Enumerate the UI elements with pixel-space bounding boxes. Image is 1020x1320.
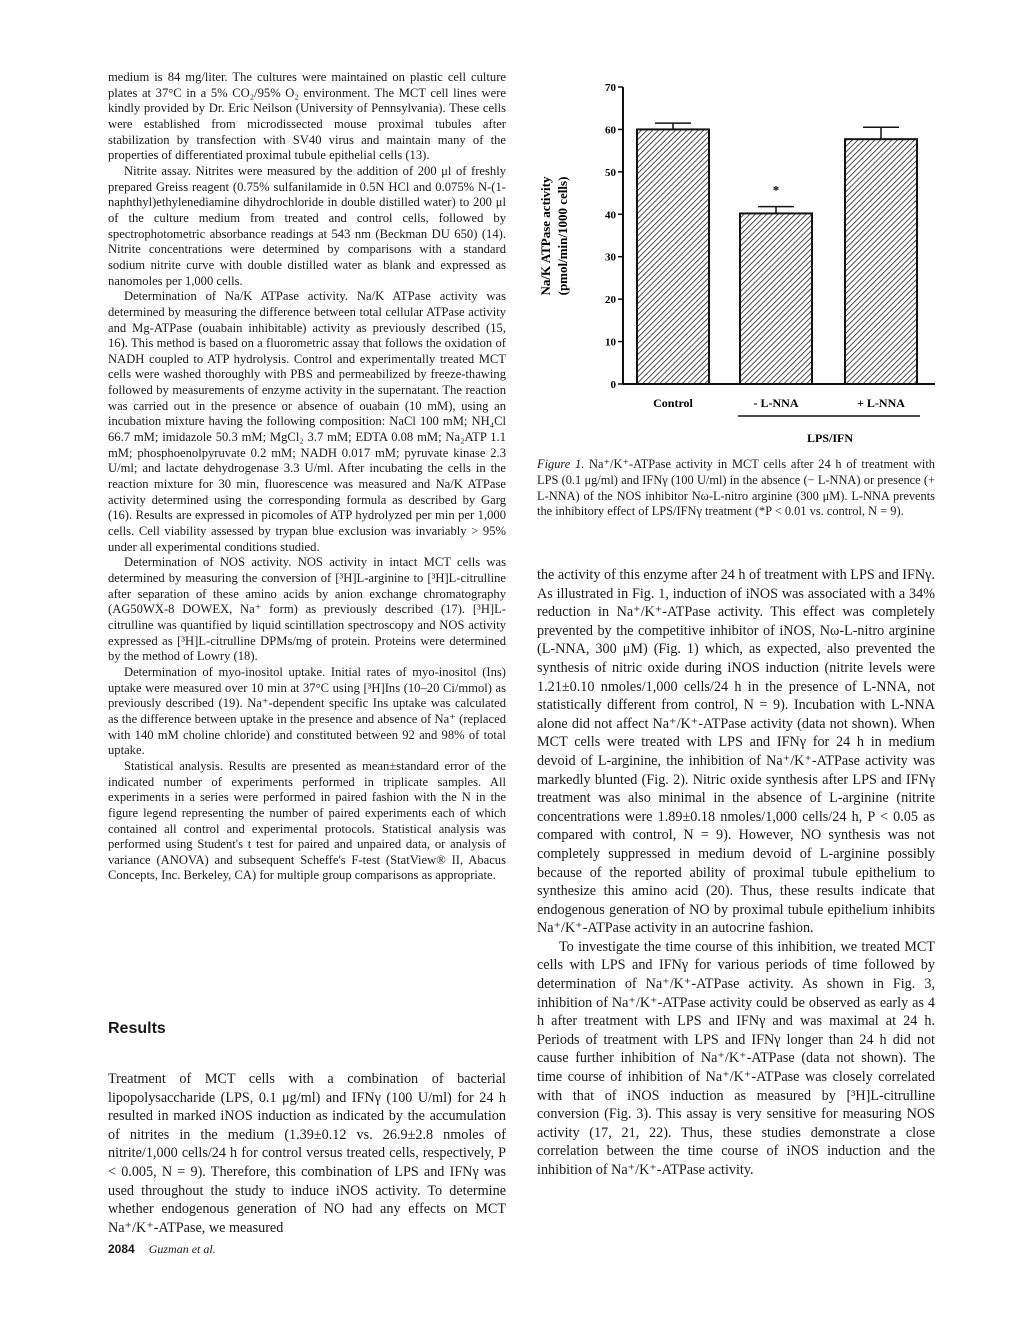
paragraph: Treatment of MCT cells with a combination of bacterial lipopolysaccharide (LPS, 0.1 μg/ml) and IFNγ (100 U/ml) for 24 h resulted in marked iNOS induction as indicated by the accumulation of nitrites in the medium (1.39±0.12 vs. 26.9±2.8 nmoles of nitrite/1,000 cells/24 h for control versus treated cells, respectively, P < 0.005, N = 9). Therefore, this combination of LPS and IFNγ was used throughout the study to induce iNOS activity. To determine whether endogenous generation of NO had any effects on MCT Na⁺/K⁺-ATPase, we measured: [108, 1071, 506, 1236]
y-tick-label: 50: [605, 166, 616, 179]
figure-label: Figure 1.: [537, 457, 585, 471]
x-tick-label: + L-NNA: [857, 396, 905, 410]
x-tick-label: Control: [653, 396, 693, 410]
y-tick-label: 30: [605, 251, 616, 264]
results-text: [108, 1070, 506, 1237]
group-label: LPS/IFN: [806, 431, 854, 445]
y-tick-label: 20: [605, 294, 616, 307]
paragraph: Nitrite assay. Nitrites were measured by the addition of 200 μl of freshly prepared Greiss reagent (0.75% sulfanilamide in 0.5N HCl and 0.075% N-(1-naphthyl)ethylenediamine dihydrochloride in double distilled water) to 200 μl of the culture medium from treated and control cells, followed by spectrophotometric absorbance readings at 543 nm (Beckman DU 650) (14). Nitrite concentrations were determined by comparisons with a standard sodium nitrite curve with double distilled water as blank and expressed as nanomoles per 1,000 cells.: [108, 163, 506, 288]
paragraph: medium is 84 mg/liter. The cultures were maintained on plastic cell culture plates at 37°C in a 5% CO₂/95% O₂ environment. The MCT cell lines were kindly provided by Dr. Eric Neilson (University of Pennsylvania). These cells were established from microdissected mouse proximal tubules after stabilization by transfection with SV40 virus and maintain many of the properties of differentiated proximal tubule epithelial cells (13).: [108, 70, 506, 163]
paragraph: Determination of myo-inositol uptake. Initial rates of myo-inositol (Ins) uptake were measured over 10 min at 37°C using [³H]Ins (10–20 Ci/mmol) as previously described (19). Na⁺-dependent specific Ins uptake was calculated as the difference between uptake in the presence and absence of Na⁺ (replaced with 140 mM choline chloride) and constituted between 92 and 98% of total uptake.: [108, 664, 506, 758]
page-number: 2084: [108, 1242, 135, 1256]
caption-text: Na⁺/K⁺-ATPase activity in MCT cells after 24 h of treatment with LPS (0.1 μg/ml) and IFNγ (100 U/ml) in the absence (− L-NNA) or presence (+ L-NNA) of the NOS inhibitor Nω-L-nitro arginine (300 μM). L-NNA prevents the inhibitory effect of LPS/IFNγ treatment (*P < 0.01 vs. control, N = 9).: [537, 457, 935, 519]
x-tick-label: - L-NNA: [753, 396, 799, 410]
y-tick-label: 60: [605, 124, 616, 137]
page-footer: [108, 1242, 216, 1257]
y-axis-label-units: (pmol/min/1000 cells): [555, 176, 570, 296]
right-column: [537, 566, 935, 1180]
bar: [740, 213, 812, 384]
bar: [845, 139, 917, 384]
running-authors: Guzman et al.: [148, 1242, 216, 1256]
figure-caption: [537, 457, 935, 520]
paragraph: the activity of this enzyme after 24 h of treatment with LPS and IFNγ. As illustrated in Fig. 1, induction of iNOS was associated with a 34% reduction in Na⁺/K⁺-ATPase activity. This effect was completely prevented by the competitive inhibitor of iNOS, Nω-L-nitro arginine (L-NNA, 300 μM) (Fig. 1) which, as expected, also prevented the synthesis of nitric oxide during iNOS induction (nitrite levels were 1.21±0.10 nmoles/1,000 cells/24 h in the presence of L-NNA, not statistically different from control, N = 9). Incubation with L-NNA alone did not affect Na⁺/K⁺-ATPase activity (data not shown). When MCT cells were treated with LPS and IFNγ for 24 h in medium devoid of L-arginine, the inhibition of Na⁺/K⁺-ATPase activity was markedly blunted (Fig. 2). Nitric oxide synthesis after LPS and IFNγ treatment was also minimal in the absence of L-arginine (nitrite concentrations were 1.89±0.18 nmoles/1,000 cells/24 h, P < 0.05 as compared with control, N = 9). However, NO synthesis was not completely suppressed in medium devoid of L-arginine possibly because of the reported ability of proximal tubule epithelium to synthesize this amino acid (20). Thus, these results indicate that endogenous generation of NO by proximal tubule epithelium inhibits Na⁺/K⁺-ATPase activity in an autocrine fashion.: [537, 567, 935, 937]
y-axis-label: Na/K ATPase activity: [538, 176, 553, 296]
results-heading: Results: [108, 1020, 166, 1037]
paragraph: Determination of NOS activity. NOS activity in intact MCT cells was determined by measuring the conversion of [³H]L-arginine to [³H]L-citrulline after separation of these amino acids by anion exchange chromatography (AG50WX-8 DOWEX, Na⁺ form) as previously described (17). [³H]L-citrulline was quantified by liquid scintillation spectroscopy and NOS activity expressed as [³H]L-citrulline DPMs/mg of protein. Proteins were determined by the method of Lowry (18).: [108, 555, 506, 664]
paragraph: Determination of Na/K ATPase activity. Na/K ATPase activity was determined by measuring the difference between total cellular ATPase activity and Mg-ATPase (ouabain inhibitable) activity as previously described (15, 16). This method is based on a fluorometric assay that follows the oxidation of NADH coupled to ATP hydrolysis. Control and experimentally treated MCT cells were washed thoroughly with PBS and permeabilized by freeze-thawing followed by measurements of enzyme activity in the supernatant. The reaction was carried out in the presence or absence of ouabain (10 mM), using an incubation mixture having the following composition: NaCl 100 mM; NH₄Cl 66.7 mM; imidazole 50.3 mM; MgCl₂ 3.7 mM; EDTA 0.08 mM; Na₂ATP 1.1 mM; phosphoenolpyruvate 0.2 mM; NADH 0.017 mM; pyruvate kinase 2.3 U/ml; and lactate dehydrogenase 3.3 U/ml. After incubating the cells in the reaction mixture for 30 min, fluorescence was measured and Na/K ATPase activity determined using the corresponding formula as described by Garg (16). Results are expressed in picomoles of ATP hydrolyzed per min per 1,000 cells. Cell viability assessed by trypan blue exclusion was invariably > 95% under all experimental conditions studied.: [108, 289, 506, 554]
paragraph: Statistical analysis. Results are presented as mean±standard error of the indicated number of experiments performed in triplicate samples. All experiments in a series were performed in paired fashion with the N in the figure legend representing the number of paired experiments each of which contained all control and experimental protocols. Statistical analysis was performed using Student's t test for paired and unpaired data, or analysis of variance (ANOVA) and subsequent Scheffe's F-test (StatView® II, Abacus Concepts, Inc. Berkeley, CA) for multiple group comparisons as appropriate.: [108, 758, 506, 883]
y-tick-label: 0: [610, 379, 616, 391]
bar: [637, 129, 709, 384]
left-column: [108, 70, 506, 884]
y-tick-label: 10: [605, 336, 616, 349]
y-tick-label: 40: [605, 209, 616, 222]
significance-mark: *: [772, 182, 780, 198]
paragraph: To investigate the time course of this inhibition, we treated MCT cells with LPS and IFNγ for various periods of time followed by determination of Na⁺/K⁺-ATPase activity. As shown in Fig. 3, inhibition of Na⁺/K⁺-ATPase activity could be observed as early as 4 h after treatment with LPS and IFNγ and was maximal at 24 h. Periods of treatment with LPS and IFNγ longer than 24 h did not cause further inhibition of Na⁺/K⁺-ATPase (data not shown). The time course of inhibition of Na⁺/K⁺-ATPase was closely correlated with that of iNOS induction as measured by [³H]L-citrulline conversion (Fig. 3). This assay is very sensitive for measuring NOS activity (17, 21, 22). Thus, these studies demonstrate a close correlation between the time course of iNOS induction and the inhibition of Na⁺/K⁺-ATPase activity.: [537, 938, 935, 1178]
y-tick-label: 70: [605, 82, 616, 94]
figure-1-chart: [520, 70, 950, 450]
